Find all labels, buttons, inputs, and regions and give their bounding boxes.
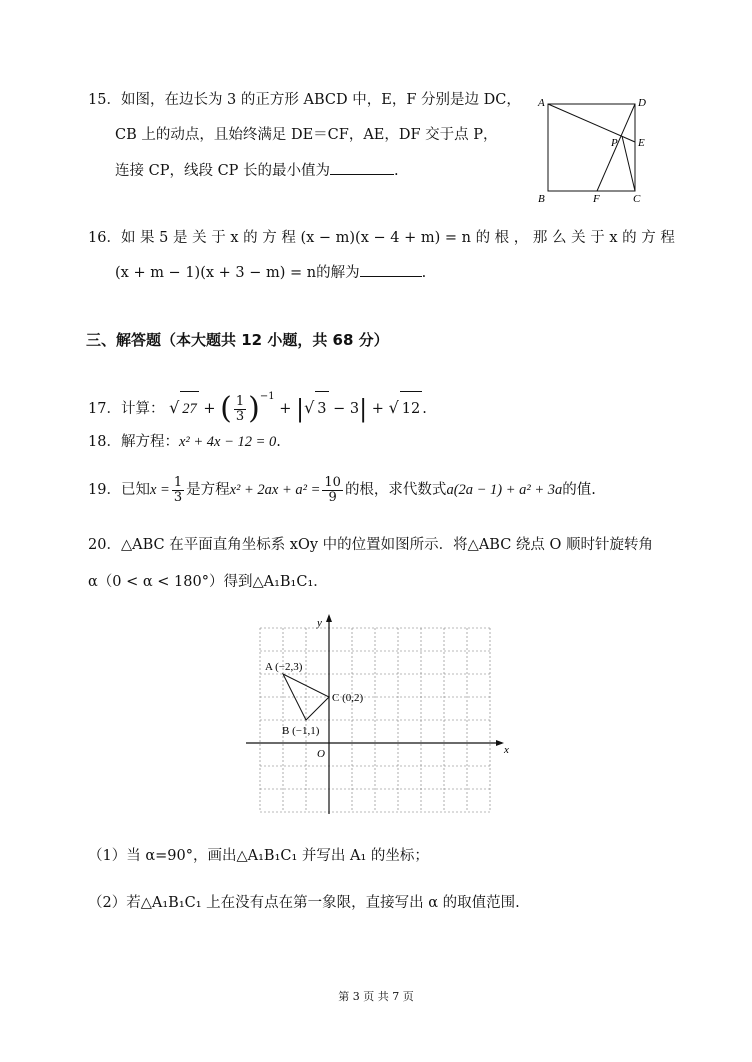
q18-line: 18．解方程：x² + 4x − 12 = 0.	[88, 434, 281, 450]
q15-line2: CB 上的动点，且始终满足 DE＝CF，AE，DF 交于点 P，	[115, 127, 498, 143]
q16-line2: (x + m − 1)(x + 3 − m) = n的解为 .	[115, 262, 426, 283]
label-a: A	[538, 97, 545, 109]
q15-line1: 15．如图，在边长为 3 的正方形 ABCD 中，E，F 分别是边 DC，	[88, 92, 521, 108]
x-axis-arrow	[496, 740, 504, 746]
label-x-axis: x	[504, 744, 509, 756]
label-origin: O	[317, 748, 325, 760]
coordinate-grid-figure	[240, 612, 512, 822]
label-p: P	[611, 137, 618, 149]
y-axis-arrow	[326, 614, 332, 622]
label-point-b: B (−1,1)	[282, 725, 320, 737]
q20-line1: 20．△ABC 在平面直角坐标系 xOy 中的位置如图所示．将△ABC 绕点 O 顺时针旋转角	[88, 537, 654, 553]
q17-line: 17．计算： √ 27 + ( $\frac{1}{3}$ )$^{-1}$ + |√ 3 − 3| + √ 12 .	[88, 391, 427, 426]
q15-square-figure	[532, 92, 662, 210]
grid-lines	[260, 628, 490, 812]
label-d: D	[638, 97, 646, 109]
label-b: B	[538, 193, 545, 205]
label-f: F	[593, 193, 600, 205]
label-y-axis: y	[317, 617, 322, 629]
section-heading: 三、解答题（本大题共 12 小题，共 68 分）	[86, 331, 389, 349]
q15-answer-blank	[330, 160, 394, 175]
page-footer: 第 3 页 共 7 页	[338, 990, 414, 1003]
segment-cp	[622, 136, 635, 191]
q16-answer-blank	[360, 262, 422, 277]
label-point-c: C (0,2)	[332, 692, 364, 704]
label-e: E	[638, 137, 645, 149]
q16-line1: 16．如 果 5 是 关 于 x 的 方 程 (x − m)(x − 4 + m) = n 的 根 ， 那 么 关 于 x 的 方 程	[88, 230, 675, 246]
q20-line2: α（0 < α < 180°）得到△A₁B₁C₁．	[88, 574, 328, 590]
q20-sub1: （1）当 α=90°，画出△A₁B₁C₁ 并写出 A₁ 的坐标；	[88, 848, 429, 864]
q20-sub2: （2）若△A₁B₁C₁ 上在没有点在第一象限，直接写出 α 的取值范围.	[88, 895, 520, 911]
square-abcd	[548, 104, 635, 191]
q15-line3: 连接 CP，线段 CP 长的最小值为 .	[115, 160, 399, 181]
label-c: C	[633, 193, 641, 205]
label-point-a: A (−2,3)	[265, 661, 303, 673]
q19-line: 19．已知x = $\frac{1}{3}$ 是方程x² + 2ax + a² = $\frac{10}{9}$ 的根，求代数式a(2a − 1) + a² + 3a的值.	[88, 474, 596, 505]
